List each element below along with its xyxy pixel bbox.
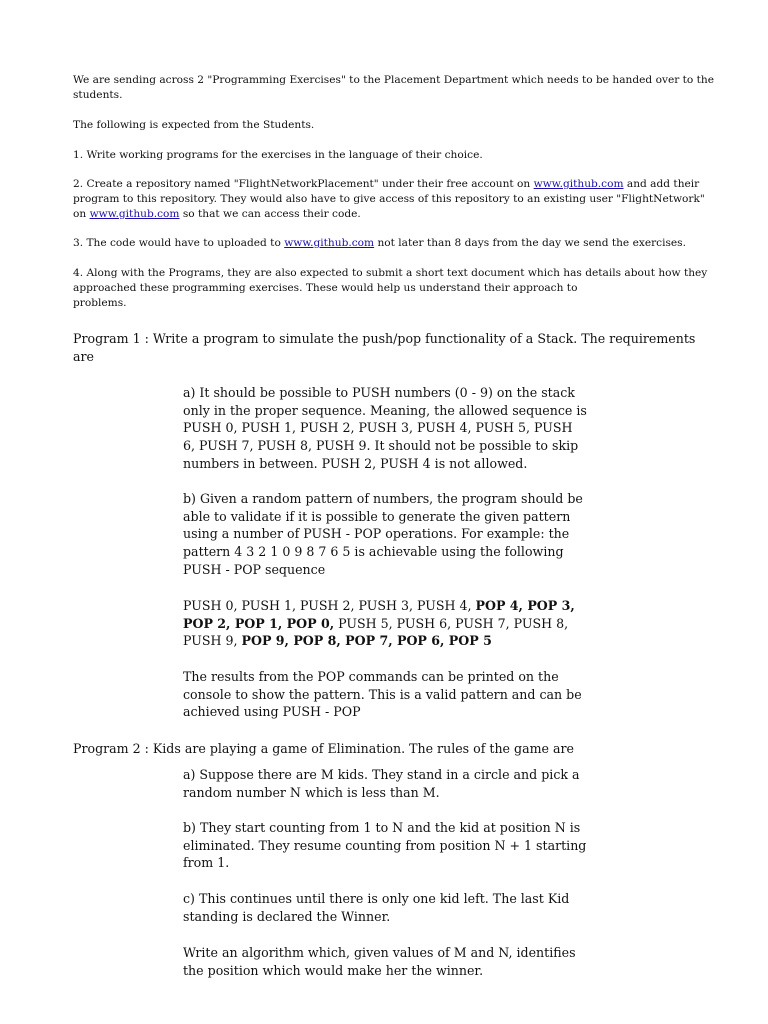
item-2-text: on: [73, 208, 90, 220]
item-2-line: [73, 207, 695, 222]
p2-c-line: standing is declared the Winner.: [183, 908, 391, 924]
result-line: The results from the POP commands can be printed on the: [183, 669, 559, 684]
item-2-text: and add their: [623, 178, 700, 190]
sequence-bold: POP 9, POP 8, POP 7, POP 6, POP 5: [241, 633, 492, 649]
p2-task-line: Write an algorithm which, given values of M and N, identifies: [183, 945, 576, 960]
item-2: [73, 177, 705, 222]
program-1-part-b: [183, 490, 583, 579]
item-2-text: 2. Create a repository named "FlightNetworkPlacement" under their free account on: [73, 178, 534, 190]
program-1-heading: [73, 330, 696, 365]
program-2-part-c: [183, 890, 583, 925]
program-2-heading: [73, 740, 683, 758]
part-b-line: using a number of PUSH - POP operations. For example: the: [183, 526, 570, 542]
github-link[interactable]: www.github.com: [284, 237, 375, 249]
part-a-line: PUSH 0, PUSH 1, PUSH 2, PUSH 3, PUSH 4, PUSH 5, PUSH: [183, 420, 573, 436]
part-b-line: b) Given a random pattern of numbers, the program should be: [183, 491, 583, 506]
sequence-plain: PUSH 5, PUSH 6, PUSH 7, PUSH 8,: [334, 615, 569, 631]
sequence-plain: PUSH 9,: [183, 633, 242, 649]
part-a-line: only in the proper sequence. Meaning, the allowed sequence is: [183, 402, 587, 418]
item-3-line: [73, 236, 695, 251]
part-a-line: numbers in between. PUSH 2, PUSH 4 is not allowed.: [183, 455, 528, 471]
push-pop-sequence: [183, 597, 583, 650]
program-2-part-b: [183, 819, 587, 872]
intro-paragraph: [73, 73, 714, 103]
p2-c-line: c) This continues until there is only one kid left. The last Kid: [183, 891, 570, 906]
item-3: [73, 236, 695, 251]
intro-line: We are sending across 2 "Programming Exercises" to the Placement Department which needs to be handed over to the: [73, 74, 714, 86]
p2-a-line: random number N which is less than M.: [183, 784, 440, 800]
program-2-heading-line: Program 2 : Kids are playing a game of Elimination. The rules of the game are: [73, 741, 574, 756]
p2-b-line: from 1.: [183, 855, 230, 871]
result-line: achieved using PUSH - POP: [183, 704, 361, 720]
item-2-line: [73, 177, 700, 192]
part-b-line: able to validate if it is possible to generate the given pattern: [183, 508, 571, 524]
program-1-heading-line: are: [73, 348, 94, 364]
github-link[interactable]: www.github.com: [89, 208, 180, 220]
expected-line: The following is expected from the Students.: [73, 119, 315, 131]
expected-text: [73, 118, 695, 133]
item-4-line: approached these programming exercises. These would help us understand their approach to: [73, 282, 578, 294]
p2-a-line: a) Suppose there are M kids. They stand in a circle and pick a: [183, 767, 580, 782]
program-1-result: [183, 668, 583, 721]
program-1-heading-line: Program 1 : Write a program to simulate the push/pop functionality of a Stack. The requirements: [73, 331, 696, 346]
sequence-line: [183, 615, 583, 633]
sequence-bold: POP 4, POP 3,: [475, 598, 575, 613]
sequence-line: [183, 597, 583, 615]
item-4-line: problems.: [73, 297, 127, 309]
p2-b-line: b) They start counting from 1 to N and the kid at position N is: [183, 820, 581, 835]
program-1-part-a: [183, 384, 587, 473]
item-4: [73, 266, 708, 311]
item-2-text: so that we can access their code.: [179, 208, 361, 220]
item-2-line: program to this repository. They would also have to give access of this repository to an existing user "FlightNetwork": [73, 193, 705, 205]
part-b-line: pattern 4 3 2 1 0 9 8 7 6 5 is achievable using the following: [183, 544, 564, 560]
item-1-line: 1. Write working programs for the exercises in the language of their choice.: [73, 149, 483, 161]
part-b-line: PUSH - POP sequence: [183, 561, 326, 577]
item-1: [73, 148, 695, 163]
result-line: console to show the pattern. This is a valid pattern and can be: [183, 686, 582, 702]
item-3-text: 3. The code would have to uploaded to: [73, 237, 285, 249]
github-link[interactable]: www.github.com: [533, 178, 624, 190]
program-2-part-a: [183, 766, 583, 801]
part-a-line: a) It should be possible to PUSH numbers (0 - 9) on the stack: [183, 385, 575, 400]
part-a-line: 6, PUSH 7, PUSH 8, PUSH 9. It should not be possible to skip: [183, 438, 579, 454]
item-4-line: 4. Along with the Programs, they are also expected to submit a short text document which has details about how they: [73, 267, 708, 279]
program-2-task: [183, 944, 583, 979]
intro-line: students.: [73, 89, 123, 101]
p2-task-line: the position which would make her the winner.: [183, 962, 484, 978]
item-3-text: not later than 8 days from the day we send the exercises.: [374, 237, 686, 249]
sequence-line: [183, 632, 583, 650]
sequence-bold: POP 2, POP 1, POP 0,: [183, 615, 335, 631]
p2-b-line: eliminated. They resume counting from position N + 1 starting: [183, 837, 587, 853]
sequence-plain: PUSH 0, PUSH 1, PUSH 2, PUSH 3, PUSH 4,: [183, 598, 476, 613]
